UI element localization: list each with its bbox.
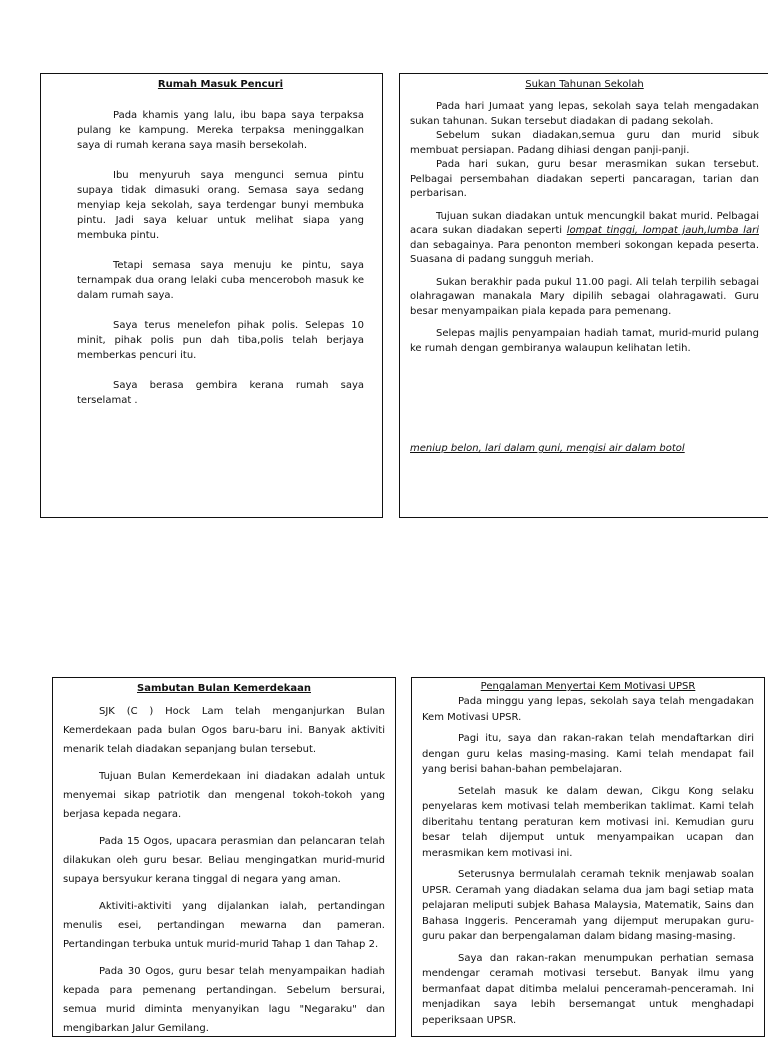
essay-paragraph xyxy=(410,210,759,268)
essay-paragraph: Pada khamis yang lalu, ibu bapa saya terpaksa pulang ke kampung. Mereka terpaksa meninggalkan saya di rumah kerana saya masih bersekolah. xyxy=(77,110,364,151)
essay-paragraph: Pada 30 Ogos, guru besar telah menyampaikan hadiah kepada para pemenang pertandingan. Sebelum bersurai, semua murid diminta menyanyikan lagu "Negaraku" dan mengibarkan Jalur Gemilang. xyxy=(63,966,385,1034)
essay-title: Pengalaman Menyertai Kem Motivasi UPSR xyxy=(480,681,696,692)
essay-paragraph: Saya berasa gembira kerana rumah saya terselamat . xyxy=(77,380,364,406)
paragraph-text: Tujuan sukan diadakan untuk mencungkil bakat murid. Pelbagai acara sukan diadakan seperti xyxy=(410,210,759,236)
essay-paragraph: Tetapi semasa saya menuju ke pintu, saya ternampak dua orang lelaki cuba menceroboh masuk ke dalam rumah saya. xyxy=(77,260,364,301)
essay-paragraph: Aktiviti-aktiviti yang dijalankan ialah, pertandingan menulis esei, pertandingan mewarna dan pameran. Pertandingan terbuka untuk murid-murid Tahap 1 dan Tahap 2. xyxy=(63,901,385,950)
essay-paragraph: Pada hari sukan, guru besar merasmikan sukan tersebut. Pelbagai persembahan diadakan seperti pancaragan, tarian dan perbarisan. xyxy=(410,159,759,199)
essay-paragraph: Saya dan rakan-rakan menumpukan perhatian semasa mendengar ceramah motivasi tersebut. Banyak ilmu yang bermanfaat dapat ditimba melalui penceramah-penceramah. Ini menjadikan saya lebih bersemangat untuk menghadapi peperiksaan UPSR. xyxy=(422,952,754,1026)
handwritten-note: meniup belon, lari dalam guni, mengisi air dalam botol xyxy=(410,443,685,454)
essay-paragraph: Pada minggu yang lepas, sekolah saya telah mengadakan Kem Motivasi UPSR. xyxy=(422,696,754,723)
essay-paragraph: Pada 15 Ogos, upacara perasmian dan pelancaran telah dilakukan oleh guru besar. Beliau mengingatkan murid-murid supaya bersyukur kerana tinggal di negara yang aman. xyxy=(63,836,385,885)
essay-paragraph: Selepas majlis penyampaian hadiah tamat, murid-murid pulang ke rumah dengan gembiranya walaupun kelihatan letih. xyxy=(410,328,759,354)
essay-paragraph: Tujuan Bulan Kemerdekaan ini diadakan adalah untuk menyemai sikap patriotik dan mengenal tokoh-tokoh yang berjasa kepada negara. xyxy=(63,771,385,820)
essay-paragraph: Pagi itu, saya dan rakan-rakan telah mendaftarkan diri dengan guru kelas masing-masing. Kami telah mendapat fail yang berisi bahan-bahan pembelajaran. xyxy=(422,733,754,775)
essay-box-sukan-tahunan-sekolah xyxy=(399,73,768,518)
essay-title: Rumah Masuk Pencuri xyxy=(157,79,284,90)
essay-paragraph: Sukan berakhir pada pukul 11.00 pagi. Ali telah terpilih sebagai olahragawan manakala Mary dipilih sebagai olahragawati. Guru besar menyampaikan piala kepada para pemenang. xyxy=(410,276,759,317)
essay-paragraph: Setelah masuk ke dalam dewan, Cikgu Kong selaku penyelaras kem motivasi telah memberikan taklimat. Kami telah diberitahu tentang peraturan kem motivasi ini. Kemudian guru besar telah dijemput untuk menyampaikan ucapan dan merasmikan kem motivasi ini. xyxy=(422,785,754,859)
essay-paragraph: Seterusnya bermulalah ceramah teknik menjawab soalan UPSR. Ceramah yang diadakan selama dua jam bagi setiap mata pelajaran meliputi subjek Bahasa Malaysia, Matematik, Sains dan Bahasa Inggeris. Penceramah yang dijemput merupakan guru-guru pakar dan berpengalaman dalam bidang masing-masing. xyxy=(422,869,754,942)
essay-paragraph: Ibu menyuruh saya mengunci semua pintu supaya tidak dimasuki orang. Semasa saya sedang menyiap keja sekolah, saya terdengar bunyi membuka pintu. Jadi saya keluar untuk melihat siapa yang membuka pintu. xyxy=(77,170,364,241)
essay-paragraph: Sebelum sukan diadakan,semua guru dan murid sibuk membuat persiapan. Padang dihiasi dengan panji-panji. xyxy=(410,130,759,156)
underlined-events: lompat tinggi, lompat jauh,lumba lari xyxy=(566,225,759,236)
paragraph-text: dan sebagainya. Para penonton memberi sokongan kepada peserta. Suasana di padang sungguh meriah. xyxy=(410,239,759,265)
essay-box-sambutan-bulan-kemerdekaan xyxy=(52,677,396,1037)
essay-title: Sukan Tahunan Sekolah xyxy=(525,79,644,90)
essay-paragraph: Saya terus menelefon pihak polis. Selepas 10 minit, pihak polis pun dah tiba,polis telah berjaya memberkas pencuri itu. xyxy=(77,320,364,361)
essay-box-kem-motivasi-upsr xyxy=(411,677,765,1037)
essay-paragraph: SJK (C ) Hock Lam telah menganjurkan Bulan Kemerdekaan pada bulan Ogos baru-baru ini. Banyak aktiviti menarik telah diadakan sepanjang bulan tersebut. xyxy=(63,706,385,755)
essay-title: Sambutan Bulan Kemerdekaan xyxy=(137,683,311,694)
essay-box-rumah-masuk-pencuri xyxy=(40,73,383,518)
essay-paragraph: Pada hari Jumaat yang lepas, sekolah saya telah mengadakan sukan tahunan. Sukan tersebut diadakan di padang sekolah. xyxy=(410,101,759,127)
